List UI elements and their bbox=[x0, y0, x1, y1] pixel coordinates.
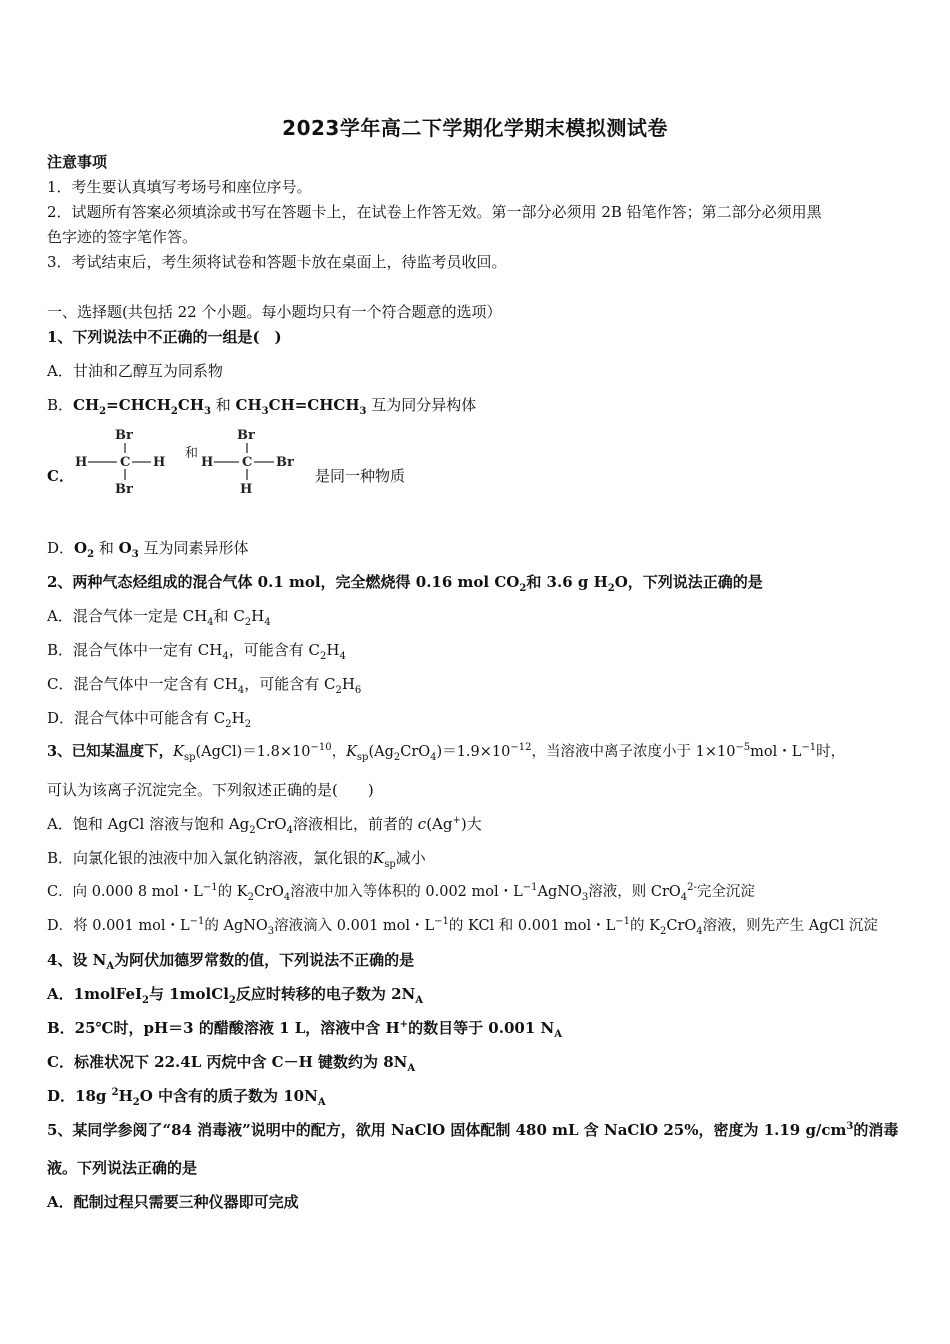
q2-option-b: B．混合气体中一定有 $CH_4$，可能含有 $C_2H_4$ bbox=[47, 641, 346, 662]
q5-stem-line1: 5、某同学参阅了“84 消毒液”说明中的配方，欲用 NaClO 固体配制 480 mL 含 NaClO 25%，密度为 1.19 $g/cm^3$的消毒 bbox=[47, 1121, 899, 1139]
q1-option-a: A．甘油和乙醇互为同系物 bbox=[47, 362, 223, 380]
q1-option-c: C． Br H C H Br 和 Br H C Br H 是同一种物质 bbox=[47, 425, 467, 505]
atom-br-top-2: Br bbox=[237, 428, 255, 443]
q2-option-d: D．混合气体中可能含有 $C_2H_2$ bbox=[47, 709, 252, 730]
q3-stem-line2: 可认为该离子沉淀完全。下列叙述正确的是( ) bbox=[47, 781, 374, 799]
q4-option-b: B．25℃时，pH＝3 的醋酸溶液 1 L，溶液中含 H+的数目等于 0.001 $N_A$ bbox=[47, 1019, 562, 1040]
atom-c-2: C bbox=[242, 455, 253, 470]
q4-option-c: C．标准状况下 22.4L 丙烷中含 C－H 键数约为 $8N_A$ bbox=[47, 1053, 416, 1074]
q2-option-a: A．混合气体一定是 $CH_4$和 $C_2H_4$ bbox=[47, 607, 271, 628]
q2-stem: 2、两种气态烃组成的混合气体 0.1 mol，完全燃烧得 0.16 mol $CO_2$和 3.6 g $H_2O$，下列说法正确的是 bbox=[47, 573, 763, 594]
q1-option-b: B．$CH_2=CHCH_2CH_3$ 和 $CH_3CH=CHCH_3$ 互为同分异构体 bbox=[47, 396, 477, 417]
q5-stem-line2: 液。下列说法正确的是 bbox=[47, 1159, 198, 1177]
q4-stem: 4、设 $N_A$为阿伏加德罗常数的值，下列说法不正确的是 bbox=[47, 951, 415, 972]
q1-option-d: D．$O_2$ 和 $O_3$ 互为同素异形体 bbox=[47, 539, 249, 560]
atom-h-right-1: H bbox=[153, 455, 166, 470]
q3-option-b: B．向氯化银的浊液中加入氯化钠溶液，氯化银的$K_{sp}$减小 bbox=[47, 849, 426, 870]
and-label: 和 bbox=[185, 446, 199, 461]
q3-option-c: C．向 0.000 8 mol・$L^{-1}$的 $K_2CrO_4$溶液中加入等体积的 0.002 mol・$L^{-1}AgNO_3$溶液，则 CrO$_4^{2-}$完全沉淀 bbox=[47, 882, 755, 903]
atom-br-top-1: Br bbox=[115, 428, 133, 443]
notice-item-2: 2．试题所有答案必须填涂或书写在答题卡上，在试卷上作答无效。第一部分必须用 2B 铅笔作答；第二部分必须用黑 bbox=[47, 203, 822, 221]
atom-c-1: C bbox=[120, 455, 131, 470]
notice-item-3: 3．考试结束后，考生须将试卷和答题卡放在桌面上，待监考员收回。 bbox=[47, 253, 507, 271]
notice-item-2-cont: 色字迹的签字笔作答。 bbox=[47, 228, 198, 246]
q4-option-a: A．1molFeI$_2$与 1molCl$_2$反应时转移的电子数为 $2N_A$ bbox=[47, 985, 423, 1006]
page-title: 2023学年高二下学期化学期末模拟测试卷 bbox=[282, 116, 668, 140]
atom-br-bottom-1: Br bbox=[115, 482, 133, 497]
q2-option-c: C．混合气体中一定含有 $CH_4$，可能含有 $C_2H_6$ bbox=[47, 675, 362, 696]
structural-formula bbox=[75, 425, 315, 503]
q5-option-a: A．配制过程只需要三种仪器即可完成 bbox=[47, 1193, 299, 1211]
atom-h-bottom-2: H bbox=[240, 482, 253, 497]
q3-option-d: D．将 0.001 mol・$L^{-1}$的 AgNO$_3$溶液滴入 0.001 mol・$L^{-1}$的 KCl 和 0.001 mol・$L^{-1}$的 $K_2CrO_4$溶液，则先产生 AgCl 沉淀 bbox=[47, 916, 878, 937]
q1-stem: 1、下列说法中不正确的一组是( ) bbox=[47, 328, 282, 346]
notice-item-1: 1．考生要认真填写考场号和座位序号。 bbox=[47, 178, 312, 196]
section-heading: 一、选择题(共包括 22 个小题。每小题均只有一个符合题意的选项） bbox=[47, 303, 502, 321]
q3-option-a: A．饱和 AgCl 溶液与饱和 $Ag_2CrO_4$溶液相比，前者的 c(Ag+)大 bbox=[47, 815, 482, 836]
notice-heading: 注意事项 bbox=[47, 153, 108, 171]
atom-h-left-1: H bbox=[75, 455, 88, 470]
atom-h-left-2: H bbox=[201, 455, 214, 470]
q3-stem-line1: 3、已知某温度下，$K_{sp}(AgCl)=1.8\times 10^{-10}$，$K_{sp}(Ag_2CrO_4)=1.9\times 10^{-12}$，当溶液中离子浓度小于 $1\times 10^{-5}mol$・$L^{-1}$时， bbox=[47, 742, 846, 763]
q4-option-d: D．18g $^2H_2O$ 中含有的质子数为 $10N_A$ bbox=[47, 1087, 326, 1108]
atom-br-right-2: Br bbox=[276, 455, 294, 470]
